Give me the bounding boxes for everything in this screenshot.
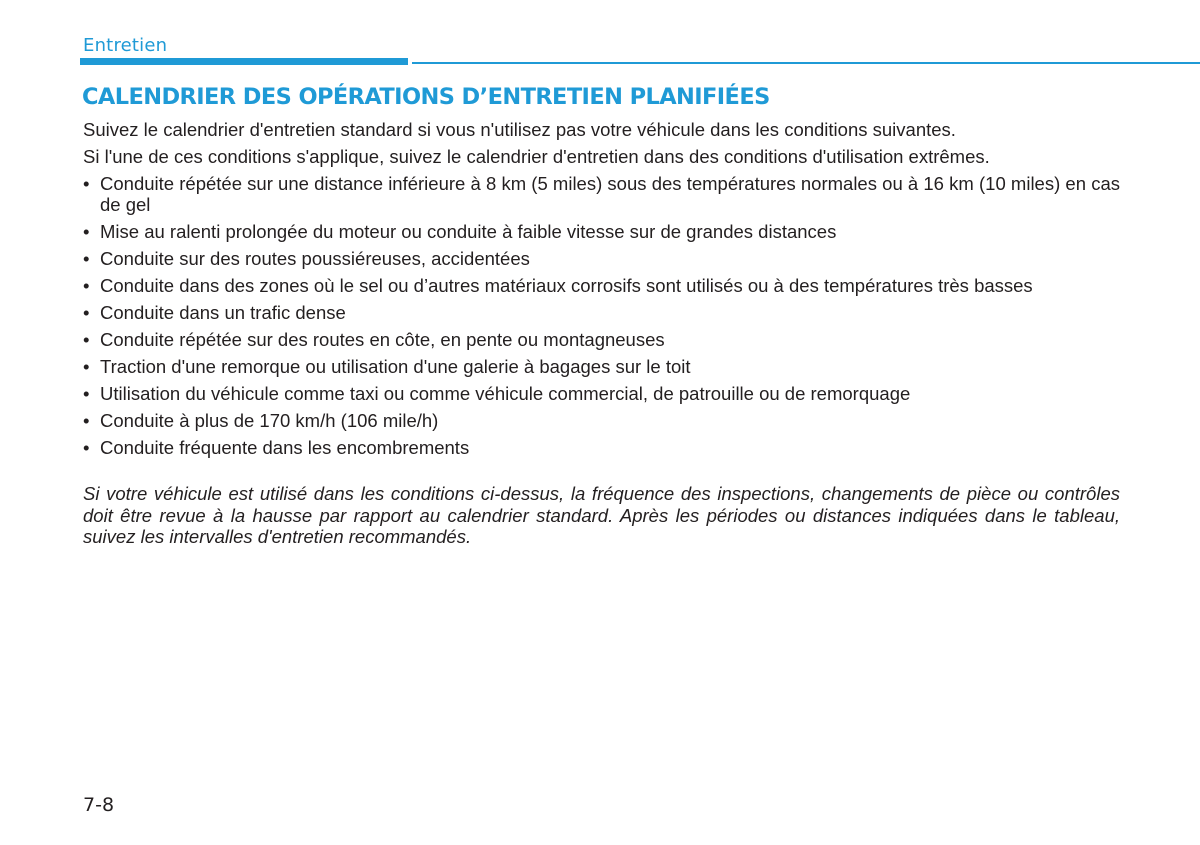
list-item: [83, 275, 1120, 296]
list-item-text: Mise au ralenti prolongée du moteur ou conduite à faible vitesse sur de grandes distances: [100, 221, 837, 242]
list-item-text: Conduite fréquente dans les encombrements: [100, 437, 470, 458]
header-rule-thin: [412, 62, 1200, 64]
list-item-text: Conduite dans un trafic dense: [100, 302, 346, 323]
conditions-list: [83, 173, 1120, 458]
list-item-text: Utilisation du véhicule comme taxi ou comme véhicule commercial, de patrouille ou de remorquage: [100, 383, 911, 404]
list-item-text: Conduite à plus de 170 km/h (106 mile/h): [100, 410, 439, 431]
list-item: [83, 356, 1120, 377]
list-item: [83, 329, 1120, 350]
content-body: [83, 119, 1120, 566]
header-rule-thick: [80, 58, 408, 65]
bullet-icon: •: [83, 356, 90, 377]
bullet-icon: •: [83, 248, 90, 269]
page-number: 7-8: [83, 794, 115, 816]
list-item-text: Conduite sur des routes poussiéreuses, accidentées: [100, 248, 530, 269]
bullet-icon: •: [83, 275, 90, 296]
intro-paragraph-2: Si l'une de ces conditions s'applique, suivez le calendrier d'entretien dans des conditions d'utilisation extrêmes.: [83, 146, 990, 167]
bullet-icon: •: [83, 302, 90, 323]
list-item: [83, 383, 1120, 404]
bullet-icon: •: [83, 410, 90, 431]
intro-paragraph-1: Suivez le calendrier d'entretien standard si vous n'utilisez pas votre véhicule dans les conditions suivantes.: [83, 119, 956, 140]
list-item: [83, 437, 1120, 458]
list-item: [83, 302, 1120, 323]
list-item: [83, 221, 1120, 242]
list-item-text: Traction d'une remorque ou utilisation d'une galerie à bagages sur le toit: [100, 356, 691, 377]
list-item-text: Conduite répétée sur des routes en côte, en pente ou montagneuses: [100, 329, 665, 350]
bullet-icon: •: [83, 383, 90, 404]
list-item: [83, 410, 1120, 431]
bullet-icon: •: [83, 329, 90, 350]
list-item-text: Conduite répétée sur une distance inférieure à 8 km (5 miles) sous des températures normales ou à 16 km (10 miles) en cas de gel: [100, 173, 1120, 215]
bullet-icon: •: [83, 221, 90, 242]
bullet-icon: •: [83, 173, 90, 194]
bullet-icon: •: [83, 437, 90, 458]
list-item: [83, 173, 1120, 215]
italic-note: Si votre véhicule est utilisé dans les conditions ci-dessus, la fréquence des inspections, changements de pièce ou contrôles doit être revue à la hausse par rapport au calendrier standard. Après les périodes ou distances indiquées dans le tableau, suivez les intervalles d'entretien recommandés.: [83, 483, 1120, 547]
page-title: CALENDRIER DES OPÉRATIONS D’ENTRETIEN PLANIFIÉES: [82, 84, 770, 110]
list-item: [83, 248, 1120, 269]
section-label: Entretien: [83, 35, 168, 56]
list-item-text: Conduite dans des zones où le sel ou d’autres matériaux corrosifs sont utilisés ou à des températures très basses: [100, 275, 1033, 296]
